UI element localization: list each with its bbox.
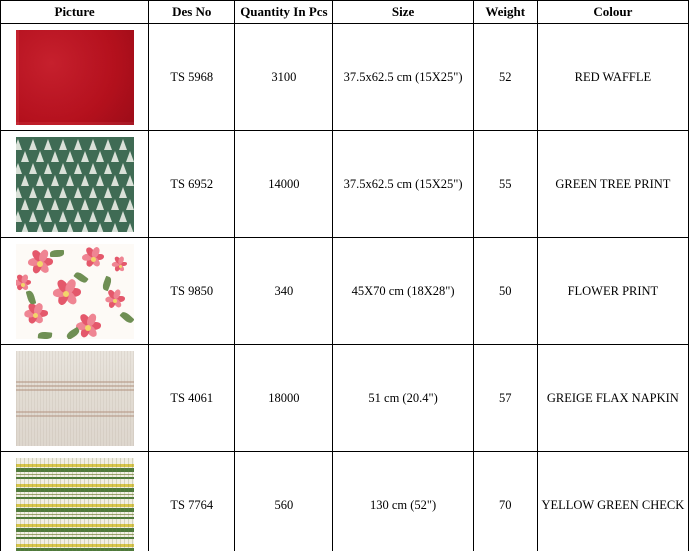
cell-weight: 52 [473, 24, 537, 131]
greige-flax-napkin-swatch [16, 351, 134, 446]
swatch-wrap [1, 24, 148, 130]
table-row [1, 24, 689, 131]
cell-quantity: 14000 [235, 131, 333, 238]
cell-picture [1, 452, 149, 551]
cell-picture [1, 238, 149, 345]
green-tree-print-fabric-swatch [16, 137, 134, 232]
column-header-colour: Colour [537, 1, 688, 24]
table-row [1, 345, 689, 452]
swatch-wrap [1, 238, 148, 344]
cell-size: 45X70 cm (18X28") [333, 238, 473, 345]
column-header-picture: Picture [1, 1, 149, 24]
flower-print-fabric-swatch [16, 244, 134, 339]
cell-colour: GREEN TREE PRINT [537, 131, 688, 238]
cell-size: 37.5x62.5 cm (15X25") [333, 24, 473, 131]
table-body [1, 24, 689, 551]
column-header-quantity: Quantity In Pcs [235, 1, 333, 24]
cell-size: 37.5x62.5 cm (15X25") [333, 131, 473, 238]
cell-weight: 50 [473, 238, 537, 345]
table-header-row [1, 1, 689, 24]
cell-colour: GREIGE FLAX NAPKIN [537, 345, 688, 452]
cell-des-no: TS 9850 [149, 238, 235, 345]
cell-picture [1, 345, 149, 452]
swatch-wrap [1, 452, 148, 551]
cell-des-no: TS 4061 [149, 345, 235, 452]
cell-size: 51 cm (20.4") [333, 345, 473, 452]
cell-weight: 57 [473, 345, 537, 452]
cell-weight: 70 [473, 452, 537, 551]
yellow-green-check-fabric-swatch [16, 458, 134, 551]
cell-des-no: TS 7764 [149, 452, 235, 551]
column-header-weight: Weight [473, 1, 537, 24]
table-header [1, 1, 689, 24]
table-row [1, 452, 689, 551]
cell-colour: YELLOW GREEN CHECK [537, 452, 688, 551]
cell-size: 130 cm (52") [333, 452, 473, 551]
column-header-size: Size [333, 1, 473, 24]
cell-colour: RED WAFFLE [537, 24, 688, 131]
cell-des-no: TS 6952 [149, 131, 235, 238]
cell-quantity: 340 [235, 238, 333, 345]
swatch-wrap [1, 131, 148, 237]
cell-quantity: 18000 [235, 345, 333, 452]
cell-colour: FLOWER PRINT [537, 238, 688, 345]
cell-picture [1, 131, 149, 238]
column-header-des-no: Des No [149, 1, 235, 24]
cell-des-no: TS 5968 [149, 24, 235, 131]
table-row [1, 238, 689, 345]
cell-weight: 55 [473, 131, 537, 238]
cell-quantity: 3100 [235, 24, 333, 131]
red-waffle-fabric-swatch [16, 30, 134, 125]
swatch-wrap [1, 345, 148, 451]
cell-quantity: 560 [235, 452, 333, 551]
cell-picture [1, 24, 149, 131]
table-row [1, 131, 689, 238]
